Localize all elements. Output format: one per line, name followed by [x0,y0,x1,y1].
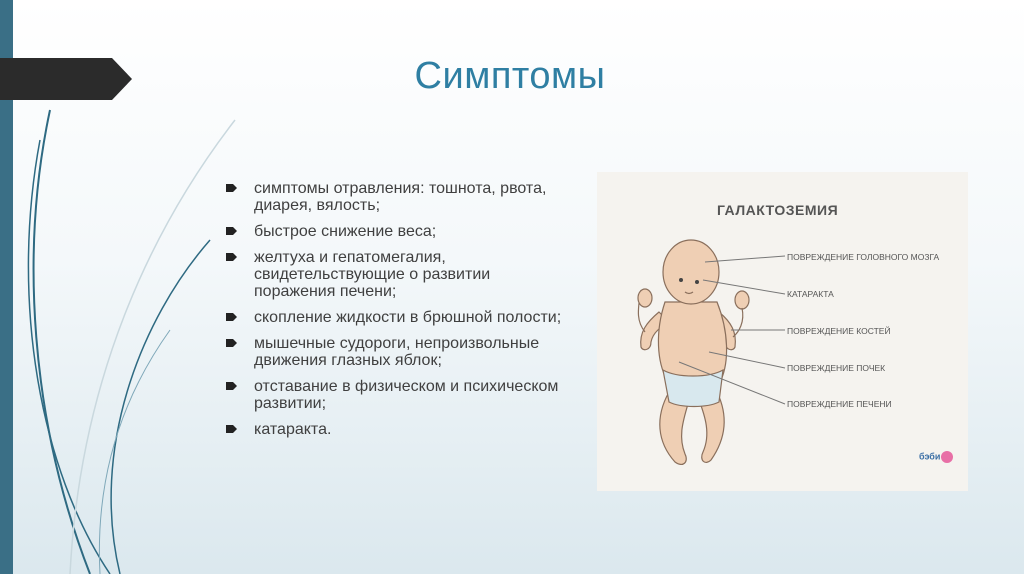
symptom-list [224,180,574,447]
list-item-text: симптомы отравления: тошнота, рвота, диарея, вялость; [254,180,547,214]
title-tab-marker [0,58,132,100]
list-item [224,180,574,214]
label-kidney-damage: ПОВРЕЖДЕНИЕ ПОЧЕК [787,363,886,373]
arrow-bullet-icon [226,252,238,262]
list-item [224,223,574,240]
list-item-text: скопление жидкости в брюшной полости; [254,309,562,326]
figure-title: ГАЛАКТОЗЕМИЯ [717,202,839,218]
slide-title: Симптомы [414,55,606,97]
list-item [224,421,574,438]
label-liver-damage: ПОВРЕЖДЕНИЕ ПЕЧЕНИ [787,399,892,409]
arrow-bullet-icon [226,338,238,348]
list-item [224,335,574,369]
arrow-bullet-icon [226,424,238,434]
label-brain-damage: ПОВРЕЖДЕНИЕ ГОЛОВНОГО МОЗГА [787,252,940,262]
list-item-text: отставание в физическом и психическом развитии; [254,378,559,412]
baby-figure [597,172,968,491]
label-bone-damage: ПОВРЕЖДЕНИЕ КОСТЕЙ [787,326,891,336]
brand-text: бэби [919,451,941,462]
galactosemia-illustration [597,172,968,491]
list-item [224,309,574,326]
list-item [224,378,574,412]
arrow-bullet-icon [226,381,238,391]
arrow-bullet-icon [226,312,238,322]
brand-dot-icon [941,451,953,463]
label-cataract: КАТАРАКТА [787,289,834,299]
list-item-text: катаракта. [254,421,332,438]
list-item-text: желтуха и гепатомегалия, свидетельствующие о развитии поражения печени; [254,249,491,300]
brand-logo [919,451,953,463]
list-item-text: быстрое снижение веса; [254,223,437,240]
arrow-bullet-icon [226,226,238,236]
list-item-text: мышечные судороги, непроизвольные движения глазных яблок; [254,335,540,369]
arrow-bullet-icon [226,183,238,193]
list-item [224,249,574,300]
